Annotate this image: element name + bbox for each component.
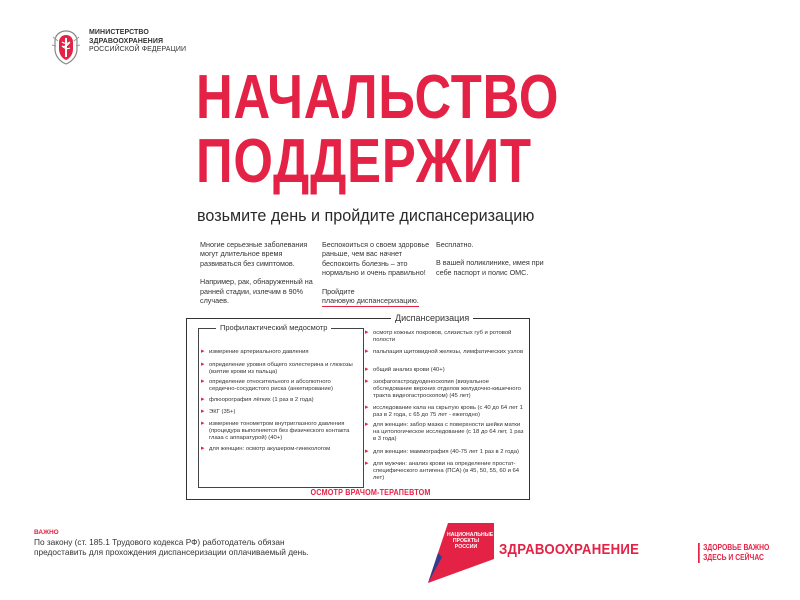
list-item: ▸ определение относительного и абсолютного сердечно-сосудистого риска (анкетирование) [209, 379, 357, 393]
law-line1: По закону (ст. 185.1 Трудового кодекса РФ) работодатель обязан [34, 537, 285, 547]
law-text [34, 537, 334, 557]
list-item: ▸ для женщин: осмотр акушером-гинекологом [209, 446, 357, 453]
zdravookhranenie-label: ЗДРАВООХРАНЕНИЕ [499, 541, 640, 558]
info-text-call: Пройдите [322, 286, 355, 296]
law-line2: предоставить для прохождения диспансеризации оплачиваемый день. [34, 547, 309, 557]
headline-line2: ПОДДЕРЖИТ [196, 127, 532, 196]
ministry-line3: РОССИЙСКОЙ ФЕДЕРАЦИИ [89, 46, 187, 53]
ministry-emblem-icon [50, 29, 82, 65]
info-text: В вашей поликлинике, имея при себе паспорт и полис ОМС. [436, 258, 544, 277]
info-text: Бесплатно. [436, 240, 474, 249]
np-line3: РОССИИ [454, 544, 478, 550]
list-item: ▸ измерение артериального давления [209, 349, 357, 356]
info-text: Многие серьезные заболевания могут длительное время развиваться без симптомов. [200, 240, 308, 268]
list-item: ▸ ЭКГ (35+) [209, 409, 357, 416]
info-column-3 [436, 240, 546, 286]
np-line2: ПРОЕКТЫ [452, 538, 480, 544]
ministry-name [89, 29, 186, 55]
list-item: ▸ для женщин: забор мазка с поверхности шейки матки на цитологическое исследование (с 18 до 64 лет, 1 раз в 3 года) [373, 422, 525, 443]
info-text-underlined: плановую диспансеризацию. [322, 296, 419, 307]
list-item: ▸ пальпация щитовидной железы, лимфатических узлов [373, 349, 525, 356]
headline [196, 63, 560, 196]
subtitle: возьмите день и пройдите диспансеризацию [197, 206, 535, 225]
slogan-line2: ЗДЕСЬ И СЕЙЧАС [703, 553, 764, 562]
therapist-exam-label: ОСМОТР ВРАЧОМ-ТЕРАПЕВТОМ [306, 488, 435, 497]
np-line1: НАЦИОНАЛЬНЫЕ [447, 532, 494, 538]
info-column-2 [322, 240, 432, 316]
list-item: ▸ исследование кала на скрытую кровь (с 40 до 64 лет 1 раз в 2 года, с 65 до 75 лет - ежегодно) [373, 405, 525, 419]
list-item: ▸ измерение тонометром внутриглазного давления (процедура выполняется без физического контакта глаза с аппаратурой) (40+) [209, 421, 357, 442]
list-item: ▸ осмотр кожных покровов, слизистых губ и ротовой полости [373, 330, 525, 344]
ministry-logo [50, 29, 186, 65]
info-text: Например, рак, обнаруженный на ранней стадии, излечим в 90% случаев. [200, 277, 313, 306]
slogan [698, 543, 769, 563]
national-projects-text [447, 532, 494, 550]
info-column-1 [200, 240, 315, 314]
prophylactic-title: Профилактический медосмотр [216, 323, 331, 332]
list-item: ▸ флюорография лёгких (1 раз в 2 года) [209, 397, 357, 404]
list-item: ▸ для женщин: маммография (40-75 лет 1 раз в 2 года) [373, 449, 525, 456]
ministry-line1: МИНИСТЕРСТВО [89, 29, 149, 36]
info-text: Беспокоиться о своем здоровье раньше, чем вас начнет беспокоить болезнь – это нормально и очень правильно! [322, 240, 430, 278]
list-item: ▸ общий анализ крови (40+) [373, 367, 525, 374]
dispensary-title: Диспансеризация [391, 313, 473, 323]
important-label: ВАЖНО [34, 529, 59, 536]
slogan-line1: ЗДОРОВЬЕ ВАЖНО [703, 543, 770, 552]
info-text [322, 287, 432, 308]
headline-line1: НАЧАЛЬСТВО [196, 63, 560, 132]
list-item: ▸ эзофагогастродуоденоскопия (визуальное обследование верхних отделов желудочно-кишечного тракта видеогастроскопом) (45 лет) [373, 379, 525, 400]
list-item: ▸ для мужчин: анализ крови на определение простат-специфического антигена (ПСА) (в 45, 50, 55, 60 и 64 лет) [373, 461, 525, 482]
list-item: ▸ определение уровня общего холестерина и глюкозы (взятие крови из пальца) [209, 362, 357, 376]
ministry-line2: ЗДРАВООХРАНЕНИЯ [89, 37, 164, 45]
